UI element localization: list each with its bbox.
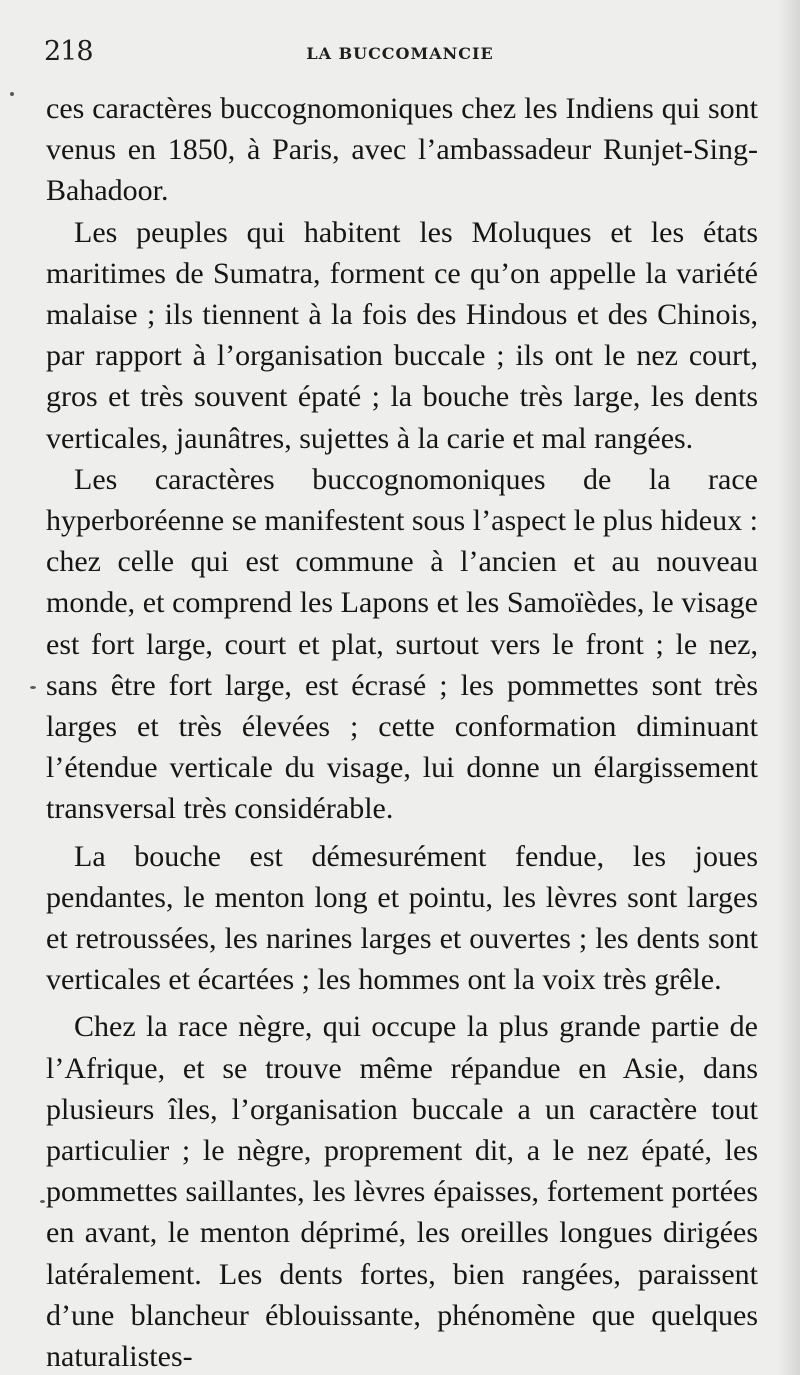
- ink-speck: [30, 686, 36, 689]
- paragraph-1: ces caractères buccognomoniques chez les Indiens qui sont venus en 1850, à Paris, avec l’ambassadeur Runjet-Sing-Bahadoor.: [46, 92, 758, 208]
- page-number: 218: [44, 36, 93, 67]
- ink-speck: [10, 92, 14, 96]
- paragraph-5: Chez la race nègre, qui occupe la plus grande partie de l’Afrique, et se trouve même répandue en Asie, dans plusieurs îles, l’organisation buccale a un caractère tout particulier ; le nègre, proprement dit, a le nez épaté, les pommettes saillantes, les lèvres épaisses, fortement portées en avant, le menton déprimé, les oreilles longues dirigées latéralement. Les dents fortes, bien rangées, paraissent d’une blancheur éblouissante, phénomène que quelques naturalistes-: [46, 1010, 758, 1374]
- paragraph-2: Les peuples qui habitent les Moluques et les états maritimes de Sumatra, forment ce qu’on appelle la variété malaise ; ils tiennent à la fois des Hindous et des Chinois, par rapport à l’organisation buccale ; ils ont le nez court, gros et très souvent épaté ; la bouche très large, les dents verticales, jaunâtres, sujettes à la carie et mal rangées.: [46, 215, 758, 455]
- page-edge-shadow: [778, 0, 800, 1375]
- paragraph-4: La bouche est démesurément fendue, les joues pendantes, le menton long et pointu, les lèvres sont larges et retroussées, les narines larges et ouvertes ; les dents sont verticales et écartées ; les hommes ont la voix très grêle.: [46, 839, 758, 997]
- page-header: [0, 32, 800, 76]
- paragraph-3: Les caractères buccognomoniques de la race hyperboréenne se manifestent sous l’aspect le plus hideux : chez celle qui est commune à l’ancien et au nouveau monde, et comprend les Lapons et les Samoïèdes, le visage est fort large, court et plat, surtout vers le front ; le nez, sans être fort large, est écrasé ; les pommettes sont très larges et très élevées ; cette conformation diminuant l’étendue verticale du visage, lui donne un élargissement transversal très considérable.: [46, 462, 758, 826]
- ink-speck: [40, 1200, 45, 1203]
- running-title: LA BUCCOMANCIE: [306, 44, 494, 63]
- body-text: [46, 88, 758, 1375]
